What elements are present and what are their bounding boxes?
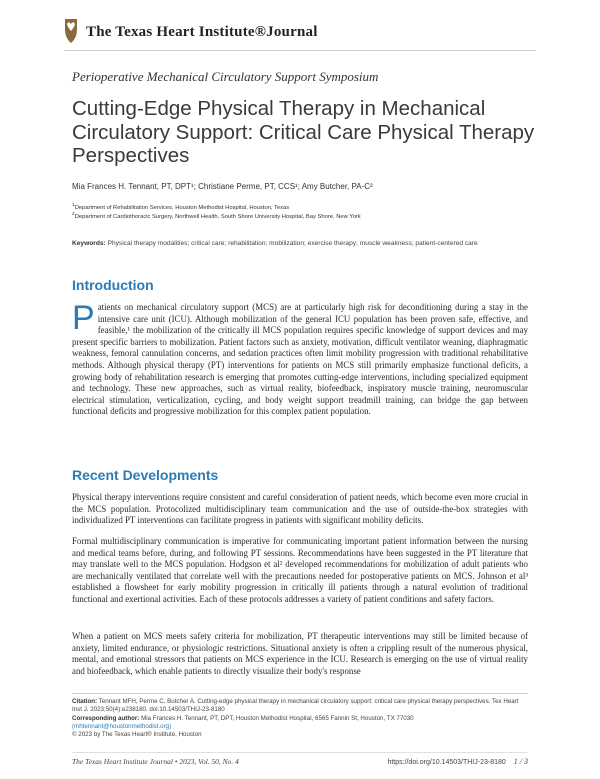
journal-name: The Texas Heart Institute®Journal [86,24,318,40]
author-list: Mia Frances H. Tennant, PT, DPT¹; Christiane Perme, PT, CCS¹; Amy Butcher, PA-C² [72,182,373,191]
author-email[interactable]: (mhtennant@houstonmethodist.org) [72,722,172,730]
affiliation-2 [72,212,361,220]
introduction-body [72,299,528,418]
keywords [72,239,528,249]
citation-divider [72,693,528,694]
keywords-text: Physical therapy modalities; critical care; rehabilitation; mobilization; exercise therapy; muscle weakness; patient-centered care [107,240,478,247]
citation-text: Tennant MFH, Perme C, Butcher A. Cutting-edge physical therapy in mechanical circulatory support: critical care physical therapy perspectives. Tex Heart Inst J. 2023;50(4):e238180. doi:10.14503/THIJ-23-8180 [72,698,519,714]
footer-journal-info: The Texas Heart Institute Journal • 2023, Vol. 50, No. 4 [72,757,239,766]
affiliation-1 [72,203,289,211]
header-divider [64,50,536,51]
affiliation-text: Department of Cardiothoracic Surgery, Northwell Health, South Shore University Hospital, Bay Shore, New York [74,213,361,220]
corresponding-author-label: Corresponding author: [72,714,140,722]
footer-right [387,757,528,766]
introduction-paragraph: atients on mechanical circulatory support (MCS) are at particularly high risk for deconditioning during a stay in the intensive care unit (ICU). Although mobilization of the general ICU population has been proven safe, effective, and feasible,¹ the mobilization of the critically ill MCS population requires specific knowledge of support devices and may present specific barriers to mobilization. Patient factors such as anxiety, motivation, difficult ventilator weaning, diaphragmatic weakness, femoral cannulation concerns, and sedation practices often limit mobility progression with traditional rehabilitative methods. Although physical therapy (PT) interventions for patients on MCS still primarily emphasize functional deficits, a growing body of rehabilitation research is emerging that promotes cutting-edge interventions, including specialized equipment and technology. These new approaches, such as virtual reality, biofeedback, inspiratory muscle training, neuromuscular electrical stimulation, verticalization, cycling, and body weight support treadmill training, can bridge the gap between functional deficits and progressive mobilization for this complex patient population. [72,302,528,417]
affiliation-number: 1 [72,203,75,208]
citation-line [72,698,528,715]
corresponding-author-text: Mia Frances H. Tennant, PT, DPT, Houston Methodist Hospital, 6565 Fannin St, Houston, TX 77030 [141,714,414,722]
introduction-heading: Introduction [72,277,154,293]
doi-link[interactable]: https://doi.org/10.14503/THIJ-23-8180 [387,759,506,766]
drop-cap: P [72,299,95,337]
copyright: © 2023 by The Texas Heart® Institute, Houston [72,731,202,739]
citation-label: Citation: [72,698,98,705]
corresponding-author-line [72,715,528,723]
article-title: Cutting-Edge Physical Therapy in Mechanical Circulatory Support: Critical Care Physical Therapy Perspectives [72,97,535,167]
citation-block [72,698,528,739]
recent-paragraph-2: Formal multidisciplinary communication is imperative for communicating important patient information between the nursing and medical teams before, during, and following PT sessions. Recommendations have been suggested in the PT literature that may translate well to the MCS population. Hodgson et al² developed recommendations for mobilization of adult patients who are mechanically ventilated that correlate well with the precautions needed for postoperative patients on MCS. Johnson et al³ established a flowsheet for early mobility progression in critically ill patients through a natural evolution of traditional functional and exertional activities. Each of these protocols addresses a variety of patient conditions and safety factors. [72,536,528,604]
page-number: 1 / 3 [513,757,528,766]
footer-divider [72,752,528,753]
affiliation-text: Department of Rehabilitation Services, Houston Methodist Hospital, Houston, Texas [74,204,290,211]
keywords-label: Keywords: [72,240,106,247]
recent-paragraph-3: When a patient on MCS meets safety criteria for mobilization, PT therapeutic interventions may still be limited because of anxiety, limited endurance, or physiologic restrictions. Situational anxiety is often a crippling result of the numerous physical, mental, and emotional stressors that patients on MCS experience in the ICU. Research is emerging on the use of virtual reality and biofeedback, which enable patients to directly visualize their body's response [72,631,528,676]
affiliation-number: 2 [72,212,75,217]
recent-paragraph-1: Physical therapy interventions require consistent and careful consideration of patient needs, which become even more crucial in the MCS population. Protocolized multidisciplinary team communication and the use of outside-the-box strategies with individualized PT interventions can facilitate progress in patients with significant mobility deficits. [72,492,528,526]
recent-developments-heading: Recent Developments [72,467,219,483]
heart-shield-logo-icon [64,18,78,44]
symposium-label: Perioperative Mechanical Circulatory Support Symposium [72,69,379,84]
